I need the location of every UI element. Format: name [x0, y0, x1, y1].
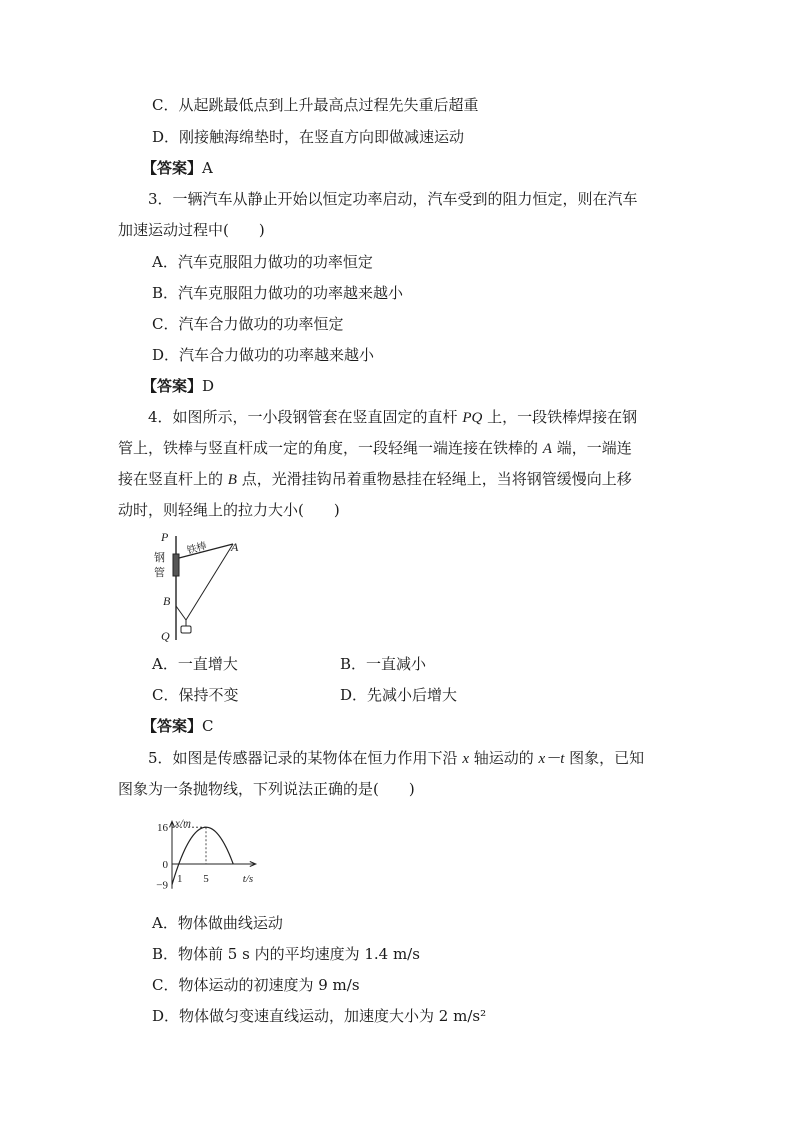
- rod-label: 铁棒: [185, 540, 209, 557]
- text-run: 图象，已知: [564, 749, 645, 767]
- expression-x-t: x－t: [538, 751, 565, 767]
- hanging-weight: [181, 626, 191, 633]
- text-run: 轴运动的: [469, 749, 539, 767]
- label-a: A: [231, 540, 239, 554]
- q5-option-c: C．物体运动的初速度为 9 m/s: [152, 976, 360, 994]
- pipe-label-1: 钢: [154, 552, 165, 564]
- q3-option-c: C．汽车合力做功的功率恒定: [152, 315, 344, 333]
- text-run: 管上，铁棒与竖直杆成一定的角度，一段轻绳一端连接在铁棒的: [118, 439, 543, 457]
- q3-option-b: B．汽车克服阻力做功的功率越来越小: [152, 284, 404, 302]
- pipe-label-2: 管: [154, 567, 165, 579]
- text-run: 点，光滑挂钩吊着重物悬挂在轻绳上，当将钢管缓慢向上移: [236, 470, 632, 488]
- q4-option-a: A．一直增大: [152, 655, 238, 673]
- x-tick-label: 5: [203, 873, 209, 885]
- q5-xt-chart: [142, 808, 272, 908]
- x-tick-label: 1: [177, 873, 183, 885]
- q5-option-d: D．物体做匀变速直线运动，加速度大小为 2 m/s²: [152, 1007, 487, 1025]
- chart-guides: [172, 827, 206, 864]
- q5-option-a: A．物体做曲线运动: [152, 914, 283, 932]
- text-run: 5．如图是传感器记录的某物体在恒力作用下沿: [148, 749, 463, 767]
- text-run: 上，一段铁棒焊接在钢: [482, 408, 638, 426]
- q3-stem-line1: 3．一辆汽车从静止开始以恒定功率启动，汽车受到的阻力恒定，则在汽车: [148, 190, 638, 208]
- chart-labels: [156, 817, 253, 891]
- q3-answer: [142, 376, 214, 396]
- q2-option-d: D．刚接触海绵垫时，在竖直方向即做减速运动: [152, 128, 465, 146]
- text-run: 4．如图所示，一小段钢管套在竖直固定的直杆: [148, 408, 463, 426]
- q5-stem-line1: [148, 748, 644, 769]
- variable-b: B: [227, 472, 237, 488]
- q3-option-a: A．汽车克服阻力做功的功率恒定: [152, 253, 373, 271]
- variable-pq: PQ: [462, 410, 483, 426]
- q2-option-c: C．从起跳最低点到上升最高点过程先失重后超重: [152, 96, 479, 114]
- label-q: Q: [161, 629, 170, 643]
- text-run: 接在竖直杆上的: [118, 470, 228, 488]
- x-axis-label: t/s: [242, 873, 254, 885]
- answer-label: 【答案】: [142, 377, 203, 395]
- q5-option-b: B．物体前 5 s 内的平均速度为 1.4 m/s: [152, 945, 420, 963]
- answer-value: C: [202, 717, 214, 735]
- q4-option-d: D．先减小后增大: [340, 686, 458, 704]
- q4-stem-line2: [118, 438, 632, 459]
- rope-segment-b: [176, 606, 186, 620]
- q2-answer: [142, 158, 213, 178]
- answer-value: A: [202, 159, 213, 177]
- q4-option-c: C．保持不变: [152, 686, 239, 704]
- q5-stem-line2: 图象为一条抛物线，下列说法正确的是( ): [118, 780, 415, 798]
- q4-stem-line4: 动时，则轻绳上的拉力大小( ): [118, 501, 340, 519]
- text-run: 端，一端连: [551, 439, 632, 457]
- variable-a: A: [542, 441, 552, 457]
- answer-value: D: [202, 377, 215, 395]
- y-tick-label: −9: [156, 879, 168, 892]
- y-tick-label: 0: [162, 859, 168, 871]
- q4-option-b: B．一直减小: [340, 655, 427, 673]
- q3-option-d: D．汽车合力做功的功率越来越小: [152, 346, 375, 364]
- label-p: P: [161, 530, 169, 544]
- q4-figure: [146, 530, 266, 645]
- q4-stem-line1: [148, 407, 637, 428]
- variable-x: x: [462, 751, 469, 767]
- y-tick-label: 16: [157, 822, 168, 835]
- label-b: B: [163, 594, 171, 608]
- q4-stem-line3: [118, 469, 632, 490]
- q3-stem-line2: 加速运动过程中( ): [118, 221, 265, 239]
- q4-answer: [142, 716, 214, 736]
- answer-label: 【答案】: [142, 159, 203, 177]
- answer-label: 【答案】: [142, 717, 203, 735]
- y-axis-label: x/m: [175, 817, 191, 830]
- steel-pipe: [173, 554, 179, 576]
